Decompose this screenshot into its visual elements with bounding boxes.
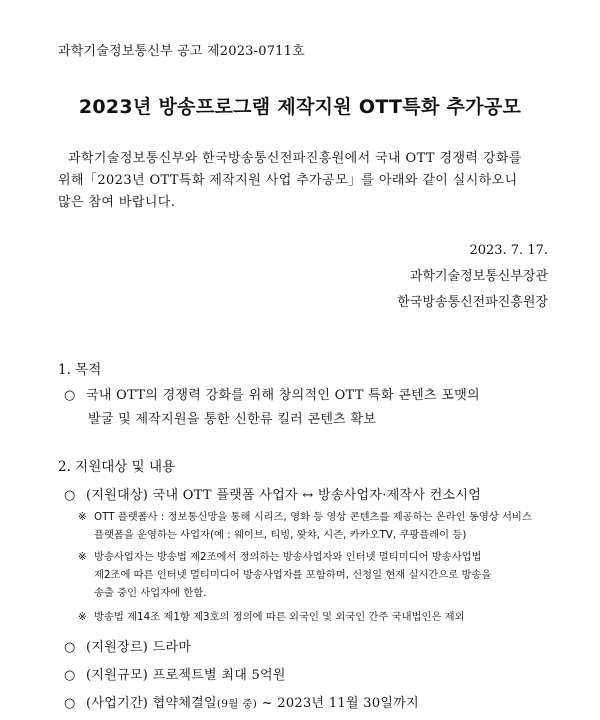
signature-block [397, 238, 548, 316]
purpose-bullet [64, 384, 548, 432]
period-bullet [64, 692, 548, 716]
intro-line: 과학기술정보통신부와 한국방송통신전파진흥원에서 국내 OTT 경쟁력 강화를 [68, 151, 522, 166]
bullet-text: (지원규모) 프로젝트별 최대 5억원 [86, 668, 286, 683]
note-text: 플랫폼을 운영하는 사업자(예 : 웨이브, 티빙, 왓챠, 시즌, 카카오TV, 쿠팡플레이 등) [94, 529, 467, 541]
period-label: (사업기간) 협약체결일 [86, 696, 217, 711]
notice-date: 2023. 7. 17. [469, 243, 548, 258]
note-ott-platform [78, 508, 548, 544]
period-end: ~ 2023년 11월 30일까지 [257, 696, 419, 711]
signer-agency: 한국방송통신전파진흥원장 [397, 295, 548, 310]
note-text: 방송법 제14조 제1항 제3호의 정의에 따른 외국인 및 외국인 간주 국내법인은 제외 [94, 611, 465, 623]
note-text: 송출 중인 사업자에 한함. [94, 587, 207, 599]
bullet-text: 발굴 및 제작지원을 통한 신한류 킬러 콘텐츠 확보 [88, 412, 377, 427]
bullet-circle-icon: ○ [64, 696, 76, 711]
reference-mark-icon: ※ [78, 611, 87, 623]
note-text: OTT 플랫폼사 : 정보통신망을 통해 시리즈, 영화 등 영상 콘텐츠를 제공하는 온라인 동영상 서비스 [94, 511, 532, 523]
intro-line: 위해「2023년 OTT특화 제작지원 사업 추가공모」를 아래와 같이 실시하오니 [58, 173, 518, 188]
signer-ministry: 과학기술정보통신부장관 [409, 269, 548, 284]
period-month-note: (9월 중) [216, 698, 258, 710]
bullet-circle-icon: ○ [64, 488, 76, 503]
target-bullet [64, 484, 548, 508]
bullet-text: 국내 OTT의 경쟁력 강화를 위해 창의적인 OTT 특화 콘텐츠 포맷의 [86, 388, 480, 403]
section-heading-support: 2. 지원대상 및 내용 [58, 459, 176, 475]
note-foreign-exclusion [78, 608, 548, 626]
intro-paragraph [58, 148, 550, 214]
bullet-text [86, 692, 548, 716]
note-broadcaster [78, 548, 548, 602]
genre-bullet [64, 636, 548, 660]
bullet-circle-icon: ○ [64, 668, 76, 683]
reference-mark-icon: ※ [78, 511, 87, 523]
bullet-circle-icon: ○ [64, 388, 76, 403]
document-title: 2023년 방송프로그램 제작지원 OTT특화 추가공모 [78, 96, 522, 118]
section-heading-purpose: 1. 목적 [58, 362, 102, 378]
note-text: 방송사업자는 방송법 제2조에서 정의하는 방송사업자와 인터넷 멀티미디어 방송사업법 [94, 551, 482, 563]
reference-mark-icon: ※ [78, 551, 87, 563]
bullet-text: (지원대상) 국내 OTT 플랫폼 사업자 ↔ 방송사업자·제작사 컨소시엄 [86, 488, 482, 503]
bullet-text: (지원장르) 드라마 [86, 640, 192, 655]
bullet-circle-icon: ○ [64, 640, 76, 655]
note-text: 제2조에 따른 인터넷 멀티미디어 방송사업자를 포함하며, 신청일 현재 실시간으로 방송을 [94, 569, 492, 581]
intro-line: 많은 참여 바랍니다. [58, 195, 176, 210]
notice-number: 과학기술정보통신부 공고 제2023-0711호 [58, 44, 305, 59]
scale-bullet [64, 664, 548, 688]
